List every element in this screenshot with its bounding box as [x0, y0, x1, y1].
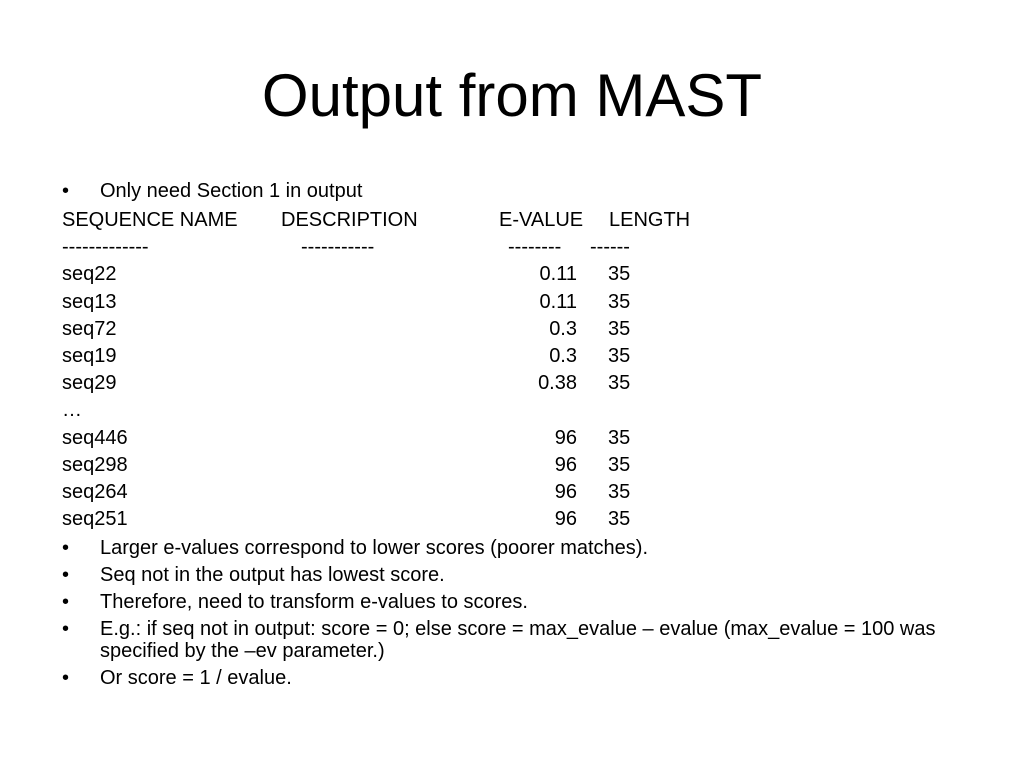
bullet-item	[62, 667, 982, 689]
row-evalue: 96	[554, 426, 577, 449]
bullet-item	[62, 564, 982, 586]
table-header-row	[62, 207, 982, 234]
row-evalue: 96	[554, 480, 577, 503]
row-length: 35	[608, 290, 631, 313]
row-evalue: 96	[554, 453, 577, 476]
row-length: 35	[608, 317, 631, 340]
row-length: 35	[608, 344, 631, 367]
header-length: LENGTH	[609, 209, 691, 231]
ellipsis: …	[62, 399, 82, 422]
ellipsis-row	[62, 397, 982, 424]
table-row	[62, 425, 982, 452]
bullet-marker	[62, 180, 69, 202]
bullet-item	[62, 180, 982, 202]
bullet-item	[62, 591, 982, 613]
row-sequence-name: seq22	[62, 263, 117, 286]
bullet-marker	[62, 564, 69, 586]
row-sequence-name: seq251	[62, 508, 128, 531]
bullet-text: Larger e-values correspond to lower scores (poorer matches).	[100, 537, 649, 560]
table-row	[62, 479, 982, 506]
row-evalue: 0.11	[539, 263, 577, 286]
dash-evalue: --------	[508, 236, 562, 259]
row-length: 35	[608, 508, 631, 531]
table-row	[62, 261, 982, 288]
row-length: 35	[608, 263, 631, 286]
slide-body	[62, 180, 982, 694]
header-description: DESCRIPTION	[281, 209, 418, 231]
row-evalue: 0.3	[549, 344, 577, 367]
bullet-marker	[62, 618, 69, 640]
row-sequence-name: seq72	[62, 317, 117, 340]
bullet-text: Therefore, need to transform e-values to scores.	[100, 591, 528, 614]
table-row	[62, 343, 982, 370]
row-sequence-name: seq264	[62, 480, 128, 503]
bullet-item	[62, 618, 982, 662]
row-sequence-name: seq19	[62, 344, 117, 367]
row-sequence-name: seq13	[62, 290, 117, 313]
row-sequence-name: seq29	[62, 372, 117, 395]
bullet-text: E.g.: if seq not in output: score = 0; else score = max_evalue – evalue (max_evalue = 100 was specified by the –ev parameter.)	[100, 618, 936, 663]
row-evalue: 96	[554, 508, 577, 531]
table-row	[62, 316, 982, 343]
table-row	[62, 506, 982, 533]
bullet-list	[62, 537, 982, 689]
table-dash-row	[62, 234, 982, 261]
bullet-text: Seq not in the output has lowest score.	[100, 564, 445, 587]
dash-length: ------	[590, 236, 630, 259]
bullet-marker	[62, 591, 69, 613]
row-evalue: 0.11	[539, 290, 577, 313]
header-evalue: E-VALUE	[499, 209, 584, 231]
header-sequence-name: SEQUENCE NAME	[62, 209, 238, 231]
row-evalue: 0.3	[549, 317, 577, 340]
row-length: 35	[608, 372, 631, 395]
bullet-marker	[62, 667, 69, 689]
dash-description: -----------	[301, 236, 375, 259]
slide-title: Output from MAST	[261, 62, 763, 129]
row-sequence-name: seq298	[62, 453, 128, 476]
table-row	[62, 289, 982, 316]
table-row	[62, 370, 982, 397]
row-length: 35	[608, 453, 631, 476]
row-evalue: 0.38	[538, 372, 577, 395]
mast-output-table	[62, 207, 982, 533]
bullet-text: Or score = 1 / evalue.	[100, 667, 292, 690]
row-sequence-name: seq446	[62, 426, 128, 449]
bullet-marker	[62, 537, 69, 559]
row-length: 35	[608, 480, 631, 503]
bullet-item	[62, 537, 982, 559]
dash-sequence-name: -------------	[62, 236, 149, 259]
bullet-text: Only need Section 1 in output	[100, 180, 363, 202]
row-length: 35	[608, 426, 631, 449]
table-row	[62, 452, 982, 479]
